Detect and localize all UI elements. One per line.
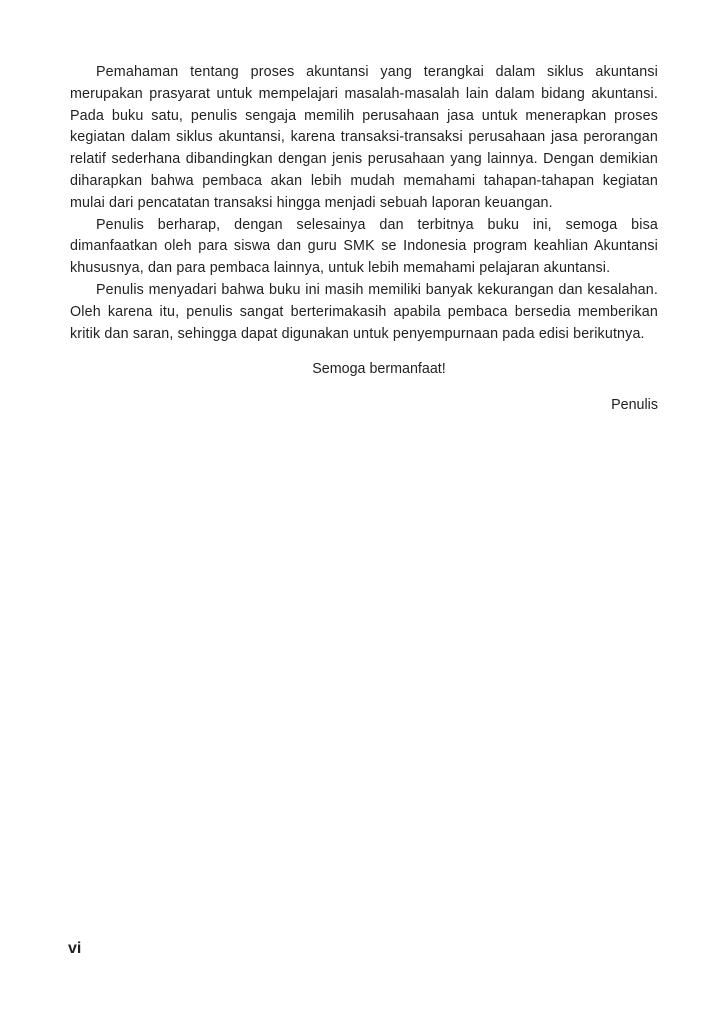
page-number: vi xyxy=(68,940,82,957)
paragraph-2: Penulis berharap, dengan selesainya dan terbitnya buku ini, semoga bisa dimanfaatkan oleh para siswa dan guru SMK se Indonesia program keahlian Akuntansi khususnya, dan para pembaca lainnya, untuk lebih memahami pelajaran akuntansi. xyxy=(70,216,658,277)
paragraph-1: Pemahaman tentang proses akuntansi yang terangkai dalam siklus akuntansi merupakan prasyarat untuk mempelajari masalah-masalah lain dalam bidang akuntansi. Pada buku satu, penulis sengaja memilih perusahaan jasa untuk menerapkan proses kegiatan dalam siklus akuntansi, karena transaksi-transaksi perusahaan jasa perorangan relatif sederhana dibandingkan dengan jenis perusahaan yang lainnya. Dengan demikian diharapkan bahwa pembaca akan lebih mudah memahami tahapan-tahapan kegiatan mulai dari pencatatan transaksi hingga menjadi sebuah laporan keuangan. xyxy=(70,64,658,211)
preface-body xyxy=(70,62,658,417)
paragraph-3: Penulis menyadari bahwa buku ini masih memiliki banyak kekurangan dan kesalahan. Oleh karena itu, penulis sangat berterimakasih apabila pembaca bersedia memberikan kritik dan saran, sehingga dapat digunakan untuk penyempurnaan pada edisi berikutnya. xyxy=(70,281,658,342)
closing-line: Semoga bermanfaat! xyxy=(312,361,446,378)
author-signature: Penulis xyxy=(611,397,658,414)
